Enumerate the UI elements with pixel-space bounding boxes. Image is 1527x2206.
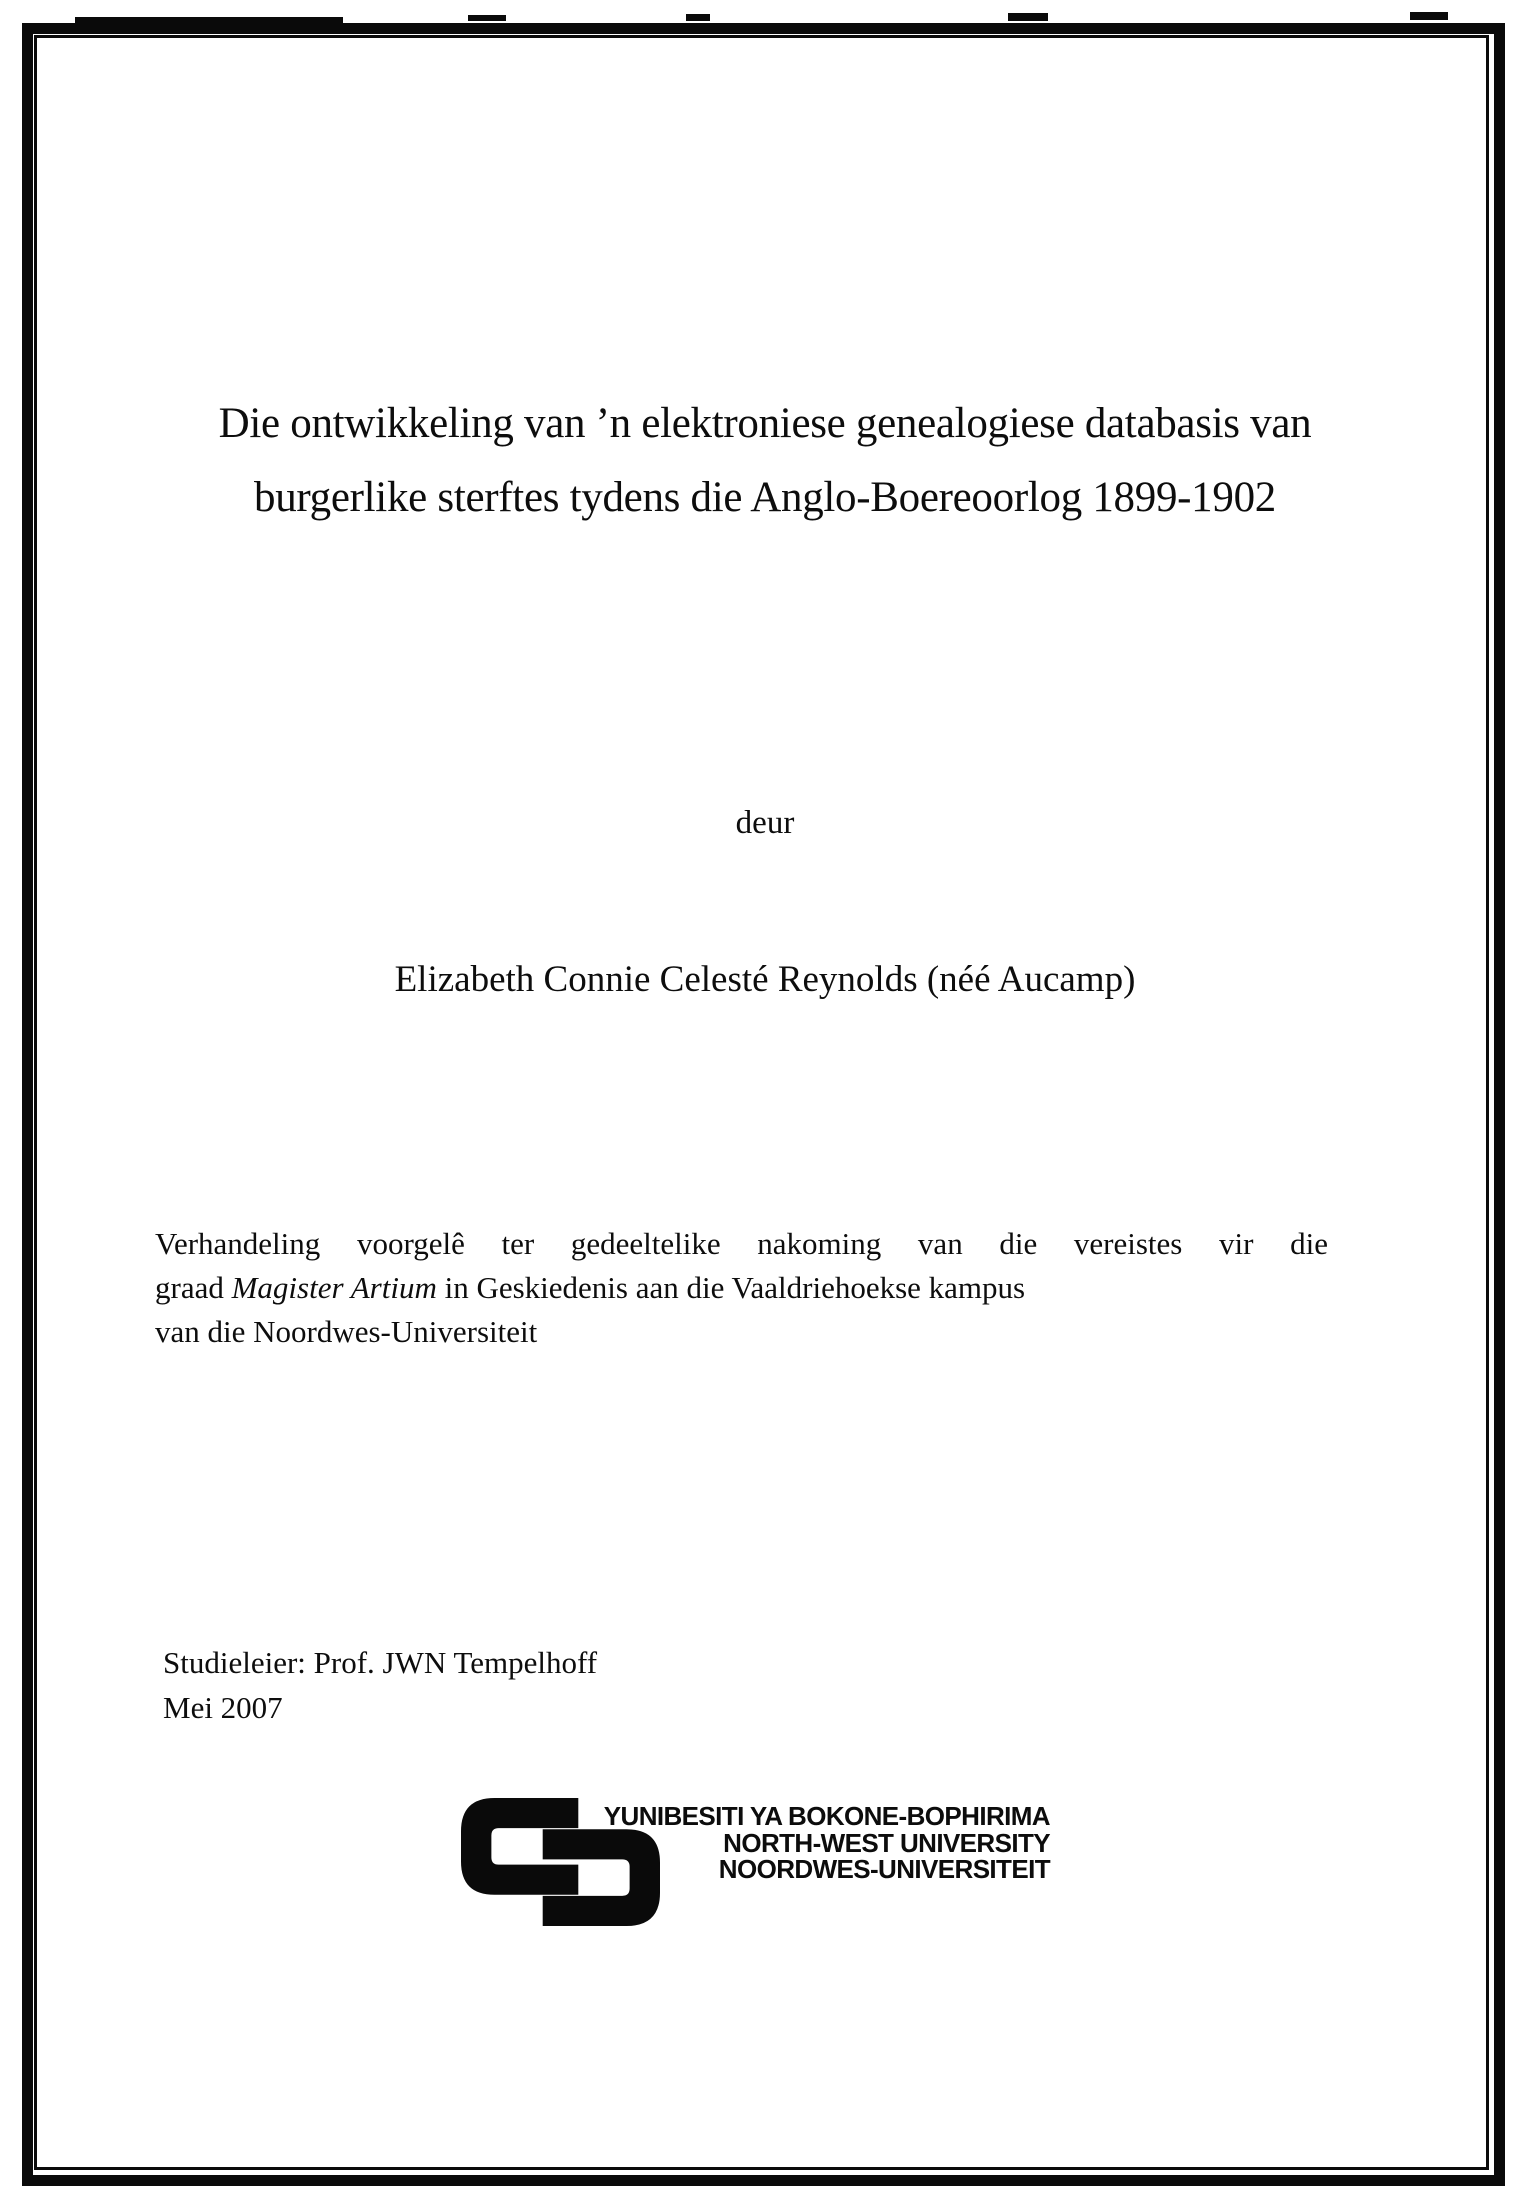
- byline-label: deur: [735, 805, 795, 841]
- thesis-title: [160, 387, 1370, 535]
- scan-artifact: [1410, 12, 1448, 20]
- degree-statement-line-1: Verhandeling voorgelê ter gedeeltelike nakoming van die vereistes vir die: [155, 1226, 1328, 1261]
- university-wordmark-line-1: YUNIBESITI YA BOKONE-BOPHIRIMA: [603, 1801, 1050, 1831]
- degree-statement: [155, 1222, 1328, 1354]
- supervisor-line: Studieleier: Prof. JWN Tempelhoff: [163, 1645, 598, 1680]
- thesis-title-line-2: burgerlike sterftes tydens die Anglo-Boereoorlog 1899-1902: [254, 474, 1276, 521]
- degree-statement-line-2-pre: graad: [155, 1270, 232, 1305]
- scan-artifact: [1008, 13, 1048, 21]
- degree-statement-line-2: [155, 1266, 1328, 1310]
- university-wordmark-line-2: NORTH-WEST UNIVERSITY: [723, 1827, 1050, 1858]
- scan-artifact: [468, 15, 506, 21]
- thesis-title-line-1: Die ontwikkeling van ’n elektroniese genealogiese databasis van: [218, 400, 1312, 447]
- university-wordmark-line-3: NOORDWES-UNIVERSITEIT: [718, 1854, 1050, 1885]
- university-wordmark: [560, 1803, 1050, 1883]
- date-line: Mei 2007: [163, 1690, 283, 1725]
- degree-statement-line-2-post: in Geskiedenis aan die Vaaldriehoekse kampus: [436, 1270, 1026, 1305]
- supervisor-block: [163, 1640, 597, 1730]
- degree-statement-line-3: van die Noordwes-Universiteit: [155, 1314, 538, 1349]
- author-name: Elizabeth Connie Celesté Reynolds (néé Aucamp): [394, 959, 1136, 1000]
- scan-artifact: [686, 14, 710, 21]
- degree-name-italic: Magister Artium: [231, 1270, 437, 1305]
